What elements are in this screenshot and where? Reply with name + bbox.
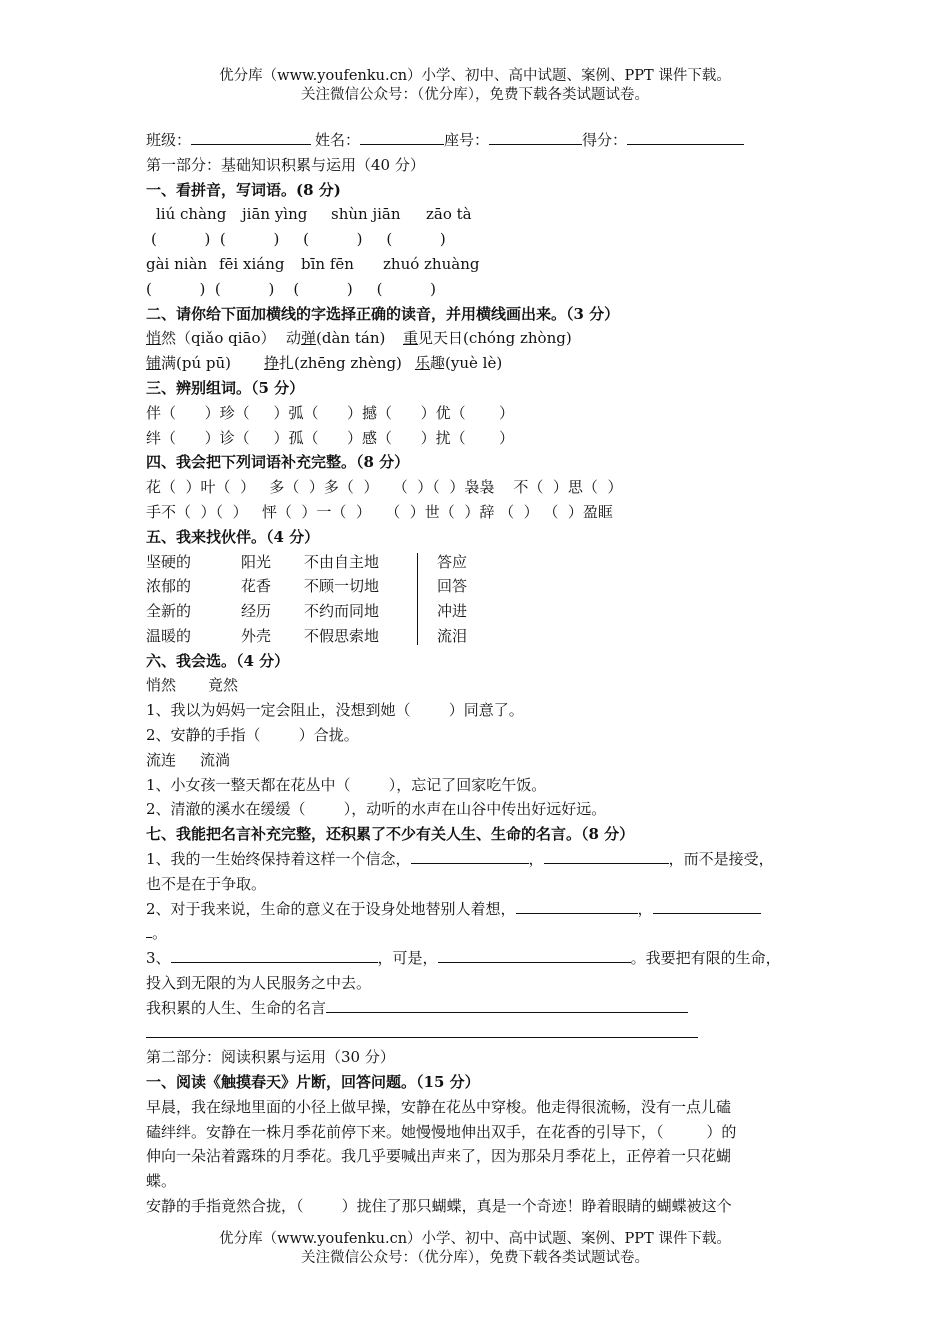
- q7-blank[interactable]: [438, 948, 631, 963]
- q5-column-3: [304, 550, 379, 649]
- part2-heading: 第二部分：阅读积累与运用（30 分）: [146, 1048, 395, 1067]
- q5-word[interactable]: 不约而同地: [304, 602, 380, 621]
- q7-item-3: 3、 ，可是， 。我要把有限的生命，: [146, 949, 781, 968]
- q6-title: 六、我会选。（4 分）: [146, 651, 290, 670]
- header-line-2: 关注微信公众号：（优分库），免费下载各类试题试卷。: [301, 87, 649, 103]
- q5-word[interactable]: 花香: [241, 577, 272, 596]
- q3-row-2[interactable]: 绊（ ）诊（ ）孤（ ）感（ ）扰（ ）: [146, 428, 515, 447]
- q5-word[interactable]: 不由自主地: [304, 552, 380, 571]
- pinyin: shùn jiān: [331, 205, 401, 224]
- passage-line: 磕绊绊。安静在一株月季花前停下来。她慢慢地伸出双手，在花香的引导下，（ ）的: [146, 1122, 737, 1141]
- q2-item[interactable]: 挣扎(zhēng zhèng): [264, 354, 402, 373]
- q7-blank[interactable]: [411, 849, 529, 864]
- score-label: 得分：: [582, 131, 628, 149]
- footer-line-2: 关注微信公众号：（优分库），免费下载各类试题试卷。: [301, 1250, 649, 1266]
- q7-blank[interactable]: [326, 998, 688, 1013]
- q5-word[interactable]: 回答: [437, 577, 468, 596]
- pinyin: gài niàn: [146, 254, 208, 273]
- q6-sentence[interactable]: 1、我以为妈妈一定会阻止，没想到她（ ）同意了。: [146, 701, 524, 720]
- q7-title: 七、我能把名言补充完整，还积累了不少有关人生、生命的名言。（8 分）: [146, 825, 635, 844]
- name-field[interactable]: [360, 130, 444, 145]
- q5-column-1: [146, 550, 191, 649]
- q7-item-1: 1、我的一生始终保持着这样一个信念， ， ，而不是接受，: [146, 849, 774, 868]
- q4-row-1[interactable]: 花（ ）叶（ ） 多（ ）多（ ） （ ）（ ）袅袅 不（ ）思（ ）: [146, 478, 623, 497]
- q5-word[interactable]: 浓郁的: [146, 577, 192, 596]
- q7-blank[interactable]: [171, 948, 378, 963]
- q5-word[interactable]: 全新的: [146, 602, 192, 621]
- q5-word[interactable]: 温暖的: [146, 626, 192, 645]
- seat-field[interactable]: [489, 130, 582, 145]
- student-info-row: [146, 128, 826, 153]
- q5-word[interactable]: 经历: [241, 602, 272, 621]
- q5-word[interactable]: 外壳: [241, 626, 272, 645]
- passage-line: 早晨，我在绿地里面的小径上做早操，安静在花丛中穿梭。他走得很流畅，没有一点儿磕: [146, 1097, 732, 1116]
- q3-title: 三、辨别组词。（5 分）: [146, 378, 305, 397]
- q5-column-2: [241, 550, 271, 649]
- q2-row-2: [146, 351, 826, 376]
- pinyin: zāo tà: [426, 205, 472, 224]
- q1-title: 一、看拼音，写词语。(8 分): [146, 180, 341, 199]
- q6-choice: 悄然: [146, 676, 177, 695]
- q1-answer-row-1[interactable]: ( ) ( ) ( ) ( ): [151, 230, 446, 249]
- q7-blank[interactable]: [653, 899, 761, 914]
- part1-heading: 第一部分：基础知识积累与运用（40 分）: [146, 155, 425, 174]
- q5-word[interactable]: 冲进: [437, 602, 468, 621]
- pinyin: liú chàng: [156, 205, 227, 224]
- q5-title: 五、我来找伙伴。（4 分）: [146, 527, 320, 546]
- q6-sentence[interactable]: 2、清澈的溪水在缓缓（ ），动听的水声在山谷中传出好远好远。: [146, 800, 607, 819]
- pinyin: zhuó zhuàng: [383, 254, 480, 273]
- q5-word[interactable]: 坚硬的: [146, 552, 192, 571]
- q5-word[interactable]: 不顾一切地: [304, 577, 380, 596]
- header-line-1: 优分库（www.youfenku.cn）小学、初中、高中试题、案例、PPT 课件下载。: [219, 68, 731, 84]
- score-field[interactable]: [627, 130, 744, 145]
- q1-answer-row-2[interactable]: ( ) ( ) ( ) ( ): [146, 279, 436, 298]
- q5-divider: [417, 553, 418, 645]
- seat-label: 座号：: [444, 131, 490, 149]
- q7-item-4: 我积累的人生、生命的名言: [146, 996, 826, 1021]
- q6-sentence[interactable]: 2、安静的手指（ ）合拢。: [146, 725, 359, 744]
- q7-blank[interactable]: [544, 849, 669, 864]
- q7-item-4-cont: [146, 1021, 826, 1046]
- pinyin: fēi xiáng: [219, 254, 285, 273]
- q3-row-1[interactable]: 伴（ ）珍（ ）弧（ ）撼（ ）优（ ）: [146, 403, 515, 422]
- q2-row-1: [146, 326, 826, 351]
- q5-matching-grid: [146, 550, 826, 649]
- q2-item[interactable]: 乐趣(yuè lè): [415, 354, 503, 373]
- q6-word-choices-1: [146, 673, 826, 698]
- q4-title: 四、我会把下列词语补充完整。（8 分）: [146, 453, 410, 472]
- q4-row-2[interactable]: 手不（ ）（ ） 怦（ ）一（ ） （ ）世（ ）辞 （ ） （ ）盈眶: [146, 502, 613, 521]
- class-label: 班级：: [146, 131, 192, 149]
- q2-item[interactable]: 铺满(pú pū): [146, 354, 232, 373]
- q5-word[interactable]: 不假思索地: [304, 626, 380, 645]
- q6-choice: 流连: [146, 750, 177, 769]
- q7-item-1-cont: 也不是在于争取。: [146, 874, 267, 893]
- passage-line: 伸向一朵沾着露珠的月季花。我几乎要喊出声来了，因为那朵月季花上，正停着一只花蝴: [146, 1147, 732, 1166]
- q7-blank[interactable]: [146, 1023, 698, 1038]
- q6-word-choices-2: [146, 748, 826, 773]
- q1-pinyin-row-2: [146, 252, 826, 277]
- q2-item[interactable]: 动弹(dàn tán): [286, 329, 386, 348]
- page-header-top: [0, 67, 950, 105]
- q6-sentence[interactable]: 1、小女孩一整天都在花丛中（ ），忘记了回家吃午饭。: [146, 775, 547, 794]
- q5-word[interactable]: 答应: [437, 552, 468, 571]
- page-footer: [0, 1230, 950, 1268]
- q6-choice: 竟然: [208, 676, 239, 695]
- q5-column-4: [437, 550, 467, 649]
- q7-item-2-cont: 。: [146, 921, 826, 946]
- q6-choice: 流淌: [200, 750, 231, 769]
- name-label: 姓名：: [315, 131, 361, 149]
- q5-word[interactable]: 阳光: [241, 552, 272, 571]
- q5-word[interactable]: 流泪: [437, 626, 468, 645]
- q2-item[interactable]: 重见天日(chóng zhòng): [403, 329, 572, 348]
- pinyin: bīn fēn: [301, 254, 354, 273]
- q2-item[interactable]: 悄然（qiǎo qiāo）: [146, 329, 276, 348]
- passage-line: 蝶。: [146, 1172, 177, 1191]
- q2-title: 二、请你给下面加横线的字选择正确的读音，并用横线画出来。（3 分）: [146, 304, 620, 323]
- r1-title: 一、阅读《触摸春天》片断，回答问题。（15 分）: [146, 1073, 480, 1092]
- pinyin: jiān yìng: [242, 205, 308, 224]
- footer-line-1: 优分库（www.youfenku.cn）小学、初中、高中试题、案例、PPT 课件下载。: [219, 1231, 731, 1247]
- class-field[interactable]: [191, 130, 311, 145]
- q7-item-2: 2、对于我来说，生命的意义在于设身处地替别人着想， ，: [146, 897, 826, 922]
- q1-pinyin-row-1: [146, 202, 826, 227]
- passage-line: 安静的手指竟然合拢，（ ）拢住了那只蝴蝶，真是一个奇迹！睁着眼睛的蝴蝶被这个: [146, 1197, 732, 1216]
- exam-content: [146, 128, 826, 1219]
- q7-blank[interactable]: [516, 899, 638, 914]
- q7-item-3-cont: 投入到无限的为人民服务之中去。: [146, 973, 372, 992]
